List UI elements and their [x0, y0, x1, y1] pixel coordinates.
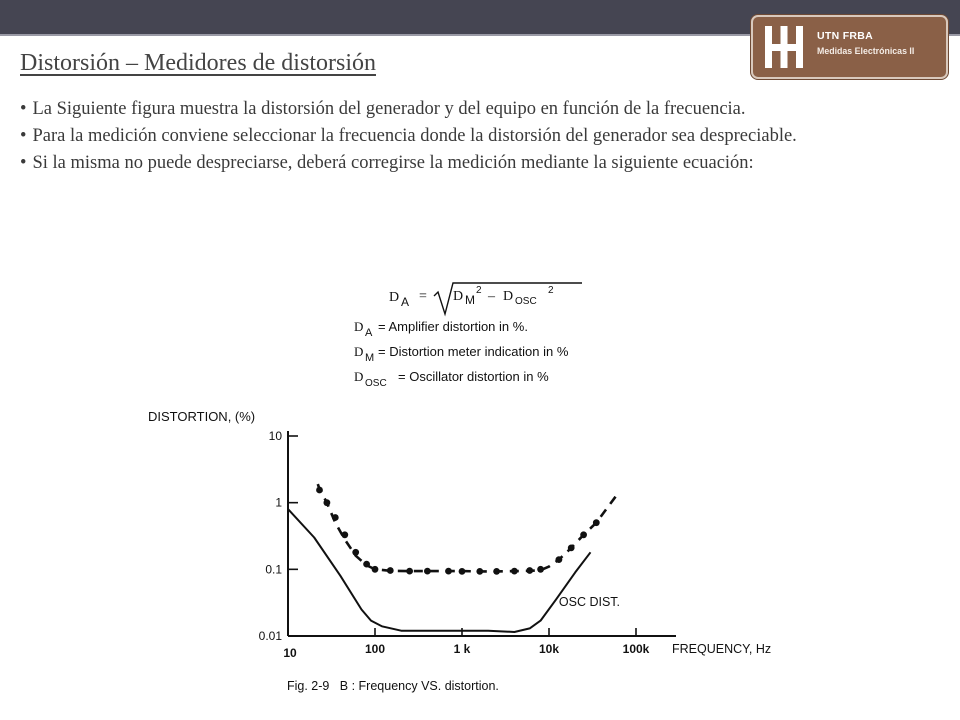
eq-legend-row [354, 369, 549, 389]
eq-term1: D [453, 289, 464, 304]
data-point [316, 487, 323, 494]
y-tick-label: 0.01 [258, 629, 282, 643]
data-point [372, 566, 379, 573]
sqrt-sign [434, 283, 582, 314]
legend-sym: D [354, 344, 364, 359]
x-axis-label: FREQUENCY, Hz [672, 642, 772, 656]
x-tick-label: 10 [283, 646, 297, 660]
legend-sym: D [354, 369, 364, 384]
chart-series [288, 484, 617, 632]
data-point [568, 545, 575, 552]
legend-sub: OSC [365, 378, 387, 389]
eq-lhs: D [389, 290, 400, 305]
data-point [387, 567, 394, 574]
eq-lhs-sub: A [401, 295, 410, 309]
page-title: Distorsión – Medidores de distorsión [20, 50, 376, 76]
data-point [324, 499, 331, 506]
y-tick-label: 1 [275, 495, 282, 510]
eq-term2-sub: OSC [515, 296, 537, 307]
x-tick-label: 10k [538, 642, 560, 656]
utn-logo-badge [751, 15, 948, 79]
chart-annotations [559, 595, 620, 609]
data-point [352, 549, 359, 556]
data-point [526, 567, 533, 574]
data-point [459, 568, 466, 575]
legend-sub: M [365, 352, 375, 364]
eq-minus: – [488, 289, 495, 304]
eq-equals: = [419, 289, 427, 304]
data-point [341, 531, 348, 538]
data-point [493, 568, 500, 575]
data-point [580, 531, 587, 538]
x-tick-label: 1 k [453, 642, 471, 656]
logo-title: UTN FRBA [817, 30, 874, 42]
axis-ticks [259, 429, 650, 660]
data-point [445, 568, 452, 575]
data-point [593, 519, 600, 526]
osc-distortion-line [288, 509, 591, 632]
legend-sub: A [365, 327, 373, 339]
eq-term1-sub: M [465, 293, 475, 307]
y-tick-label: 10 [268, 429, 282, 443]
bullet-item: • Para la medición conviene seleccionar la frecuencia donde la distorsión del generador sea despreciable. [20, 123, 920, 150]
data-point [537, 566, 544, 573]
data-point [556, 556, 563, 563]
data-point [476, 568, 483, 575]
legend-sym: D [354, 319, 364, 334]
data-point [424, 568, 431, 575]
data-point [363, 561, 370, 568]
x-tick-label: 100k [622, 642, 650, 656]
legend-text: = Amplifier distortion in %. [378, 319, 528, 334]
eq-term1-exp: 2 [476, 285, 482, 296]
data-point [511, 568, 518, 575]
bullet-list [20, 96, 920, 177]
utn-logo-icon [761, 23, 807, 71]
bullet-item: • La Siguiente figura muestra la distorsión del generador y del equipo en función de la frecuencia. [20, 96, 920, 123]
logo-subtitle: Medidas Electrónicas II [817, 46, 915, 56]
eq-legend-row [354, 319, 528, 339]
eq-term2-exp: 2 [548, 285, 554, 296]
meter-distortion-line [318, 484, 617, 571]
data-point [406, 568, 413, 575]
data-point [332, 514, 339, 521]
y-axis-label: DISTORTION, (%) [148, 409, 256, 424]
eq-legend-row [354, 344, 569, 364]
x-tick-label: 100 [364, 642, 386, 656]
legend-text: = Oscillator distortion in % [398, 369, 549, 384]
y-tick-label: 0.1 [265, 562, 282, 577]
eq-term2: D [503, 289, 514, 304]
legend-text: = Distortion meter indication in % [378, 344, 569, 359]
bullet-item: • Si la misma no puede despreciarse, deberá corregirse la medición mediante la siguiente ecuación: [20, 150, 920, 177]
annotation-label: OSC DIST. [558, 595, 621, 610]
figure-caption: Fig. 2-9 B : Frequency VS. distortion. [287, 679, 499, 693]
